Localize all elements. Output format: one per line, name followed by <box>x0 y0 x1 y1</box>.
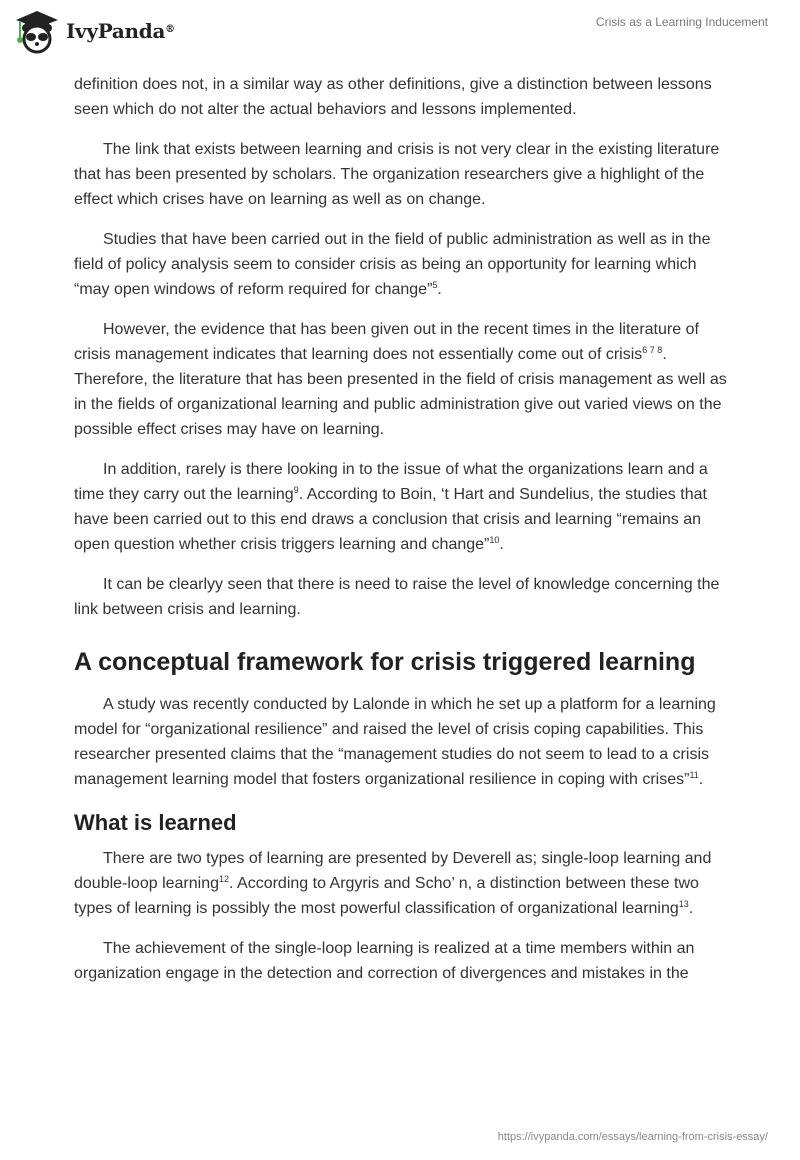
footnote-ref[interactable]: 5 <box>432 280 438 290</box>
paragraph-text: . <box>437 281 442 298</box>
paragraph <box>74 227 730 302</box>
ivypanda-logo[interactable] <box>12 8 175 54</box>
paragraph-text: There are two types of learning are presented by Deverell as; single-loop learning and double-loop learning <box>74 850 712 892</box>
paragraph-text: Studies that have been carried out in the field of public administration as well as in the field of policy analysis seem to consider crisis as being an opportunity for learning which “may open windows of reform required for change” <box>74 231 711 298</box>
paragraph-text: It can be clearlyy seen that there is need to raise the level of knowledge concerning the link between crisis and learning. <box>74 576 720 618</box>
footnote-ref[interactable]: 10 <box>489 535 500 545</box>
paragraph <box>74 317 730 442</box>
source-url-link[interactable]: https://ivypanda.com/essays/learning-from-crisis-essay/ <box>497 1131 768 1143</box>
paragraph-text: . <box>698 771 704 788</box>
paragraph-text: In addition, rarely is there looking in to the issue of what the organizations learn and a time they carry out the learning <box>74 461 708 503</box>
paragraph <box>74 936 730 986</box>
footnote-ref[interactable]: 13 <box>678 899 689 909</box>
running-title: Crisis as a Learning Inducement <box>595 15 768 29</box>
footnote-ref[interactable]: 9 <box>293 485 299 495</box>
essay-body <box>74 72 730 1001</box>
paragraph-text: . <box>499 536 504 553</box>
subsection-heading: What is learned <box>74 810 237 835</box>
paragraph-text: . <box>688 900 694 917</box>
paragraph-text: The achievement of the single-loop learning is realized at a time members within an organization engage in the detection and correction of divergences and mistakes in the <box>74 940 695 982</box>
paragraph-text: A study was recently conducted by Lalonde in which he set up a platform for a learning model for “organizational resilience” and raised the level of crisis coping capabilities. This researcher presented claims that the “management studies do not seem to lead to a crisis management learning model that fosters organizational resilience in coping with crises” <box>74 696 716 788</box>
panda-logo-icon <box>12 8 62 54</box>
paragraph <box>74 72 730 122</box>
footnote-ref[interactable]: 6 7 8 <box>642 345 663 355</box>
paragraph <box>74 692 730 792</box>
footnote-ref[interactable]: 11 <box>689 770 699 780</box>
paragraph-text: . According to Boin, ‘t Hart and Sundelius, the studies that have been carried out to this end draws a conclusion that crisis and learning “remains an open question whether crisis triggers learning and change” <box>74 486 707 553</box>
paragraph <box>74 457 730 557</box>
paragraph <box>74 137 730 212</box>
section-heading: A conceptual framework for crisis triggered learning <box>74 648 696 676</box>
paragraph <box>74 846 730 921</box>
paragraph <box>74 572 730 622</box>
paragraph-text: definition does not, in a similar way as other definitions, give a distinction between lessons seen which do not alter the actual behaviors and lessons implemented. <box>74 76 712 118</box>
paragraph-text: However, the evidence that has been given out in the recent times in the literature of crisis management indicates that learning does not essentially come out of crisis <box>74 321 699 363</box>
paragraph-text: . According to Argyris and Scho’ n, a distinction between these two types of learning is possibly the most powerful classification of organizational learning <box>74 875 699 917</box>
brand-name: IvyPanda® <box>66 19 175 43</box>
paragraph-text: . Therefore, the literature that has been presented in the field of crisis management as well as in the fields of organizational learning and public administration give out varied views on the possible effect crises may have on learning. <box>74 346 727 438</box>
paragraph-text: The link that exists between learning and crisis is not very clear in the existing literature that has been presented by scholars. The organization researchers give a highlight of the effect which crises have on learning as well as on change. <box>74 141 720 208</box>
footnote-ref[interactable]: 12 <box>219 874 230 884</box>
